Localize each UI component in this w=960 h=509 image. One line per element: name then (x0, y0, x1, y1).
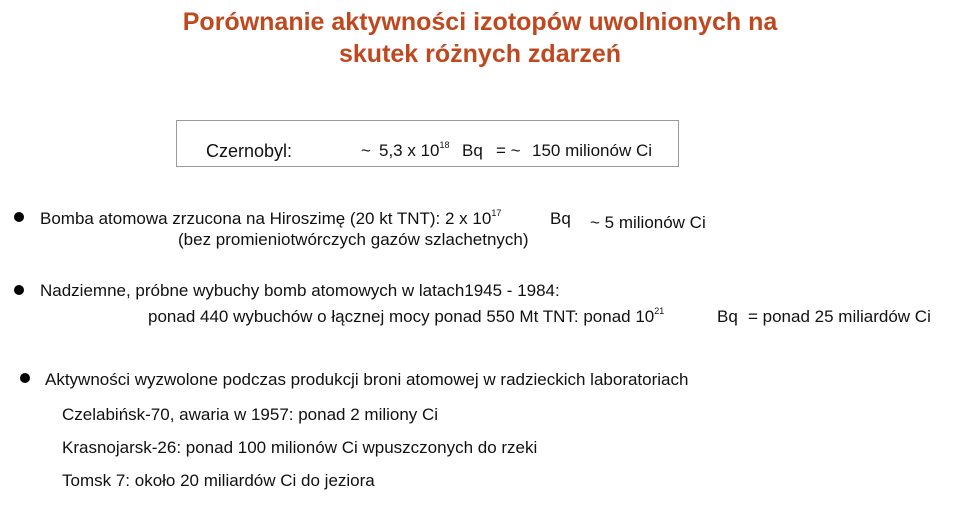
hiroshima-ci: ~ 5 milionów Ci (590, 213, 706, 232)
soviet-item: Tomsk 7: około 20 miliardów Ci do jeziora (62, 471, 375, 490)
chernobyl-unit: Bq (462, 141, 483, 160)
hiroshima-text: Bomba atomowa zrzucona na Hiroszimę (20 kt TNT): 2 x 10 (40, 209, 492, 228)
bullet-icon (14, 212, 24, 222)
chernobyl-value (379, 141, 450, 161)
tests-line-2 (148, 307, 664, 327)
tests-ci: = ponad 25 miliardów Ci (748, 307, 931, 326)
tests-line-1: Nadziemne, próbne wybuchy bomb atomowych w latach1945 - 1984: (40, 281, 560, 300)
title-line-1: Porównanie aktywności izotopów uwolnionych na (182, 8, 778, 36)
chernobyl-value-exponent: 18 (439, 140, 450, 150)
tests-unit: Bq (717, 307, 738, 326)
hiroshima-exponent: 17 (491, 208, 502, 218)
chernobyl-label: Czernobyl: (206, 141, 293, 161)
bullet-icon (14, 285, 24, 295)
soviet-item: Czelabińsk-70, awaria w 1957: ponad 2 miliony Ci (62, 405, 439, 424)
hiroshima-line-2: (bez promieniotwórczych gazów szlachetnych) (178, 230, 529, 249)
title-line-2: skutek różnych zdarzeń (338, 40, 622, 68)
hiroshima-unit: Bq (550, 209, 571, 228)
tests-text: ponad 440 wybuchów o łącznej mocy ponad 550 Mt TNT: ponad 10 (148, 307, 655, 326)
soviet-item: Krasnojarsk-26: ponad 100 milionów Ci wpuszczonych do rzeki (62, 438, 538, 457)
tests-exponent: 21 (654, 306, 665, 316)
chernobyl-equals: = ~ (496, 141, 521, 160)
chernobyl-value-prefix: 5,3 x 10 (379, 141, 440, 160)
bullet-icon (20, 373, 30, 383)
hiroshima-line-1 (40, 209, 501, 229)
chernobyl-ci: 150 milionów Ci (532, 141, 652, 160)
soviet-heading: Aktywności wyzwolone podczas produkcji broni atomowej w radzieckich laboratoriach (45, 370, 689, 389)
slide-title (0, 6, 960, 70)
chernobyl-tilde: ~ (361, 141, 371, 160)
